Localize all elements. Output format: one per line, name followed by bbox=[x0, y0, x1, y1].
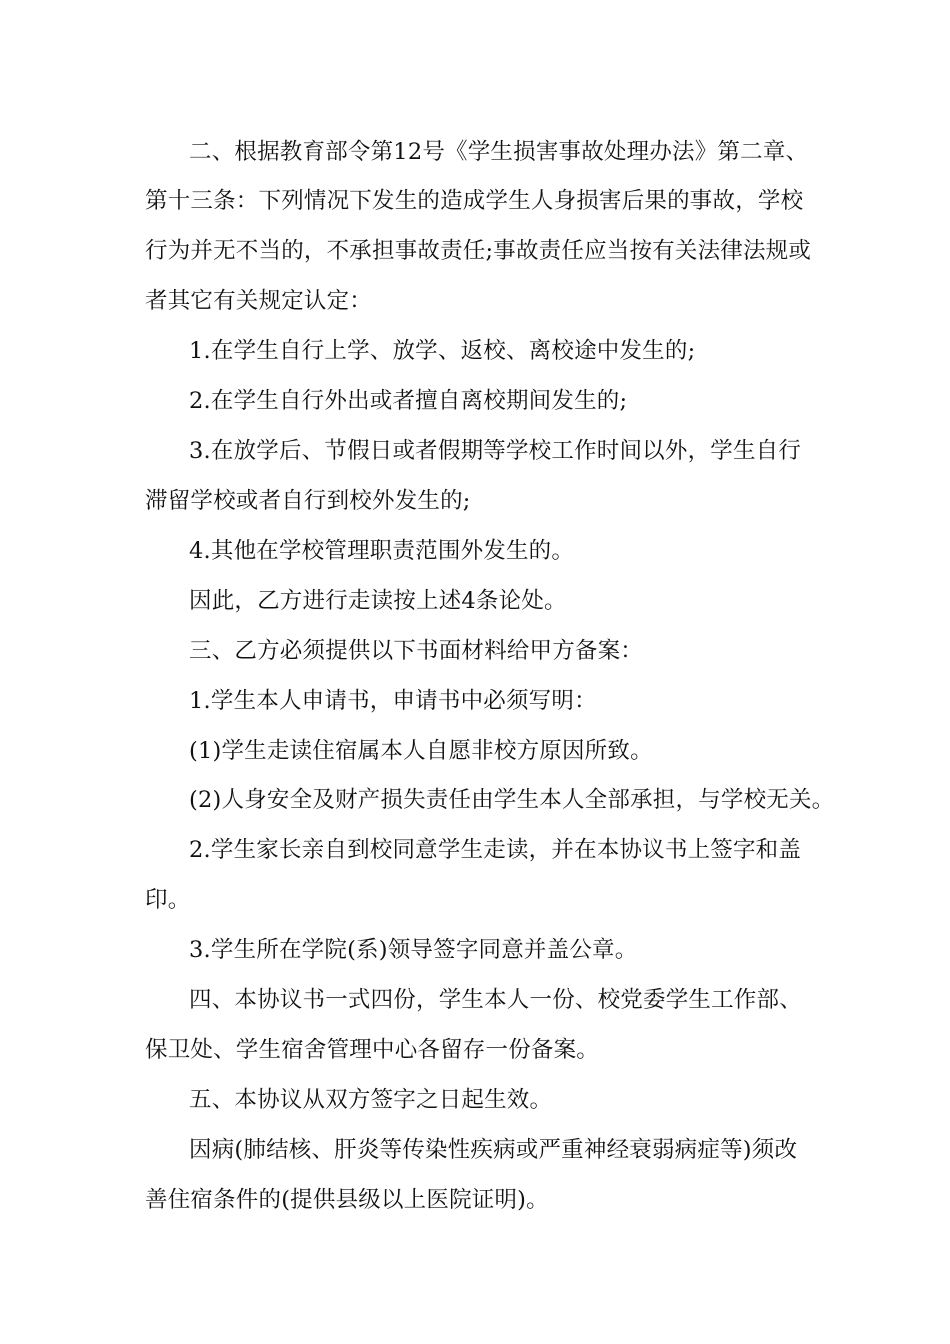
text-line: 1.学生本人申请书，申请书中必须写明： bbox=[189, 688, 597, 714]
text-line: 滞留学校或者自行到校外发生的; bbox=[145, 488, 471, 514]
text-line: 二、根据教育部令第12号《学生损害事故处理办法》第二章、 bbox=[189, 139, 809, 165]
text-line: 4.其他在学校管理职责范围外发生的。 bbox=[189, 538, 575, 564]
text-line: 1.在学生自行上学、放学、返校、离校途中发生的; bbox=[189, 338, 696, 364]
text-line: 第十三条：下列情况下发生的造成学生人身损害后果的事故，学校 bbox=[145, 188, 804, 214]
text-line: 因病(肺结核、肝炎等传染性疾病或严重神经衰弱病症等)须改 bbox=[189, 1137, 798, 1163]
text-line: 因此，乙方进行走读按上述4条论处。 bbox=[189, 588, 567, 614]
text-line: (2)人身安全及财产损失责任由学生本人全部承担，与学校无关。 bbox=[189, 787, 835, 813]
text-line: 3.在放学后、节假日或者假期等学校工作时间以外，学生自行 bbox=[189, 438, 802, 464]
text-line: 五、本协议从双方签字之日起生效。 bbox=[189, 1087, 553, 1113]
text-line: 3.学生所在学院(系)领导签字同意并盖公章。 bbox=[189, 937, 638, 963]
text-line: 善住宿条件的(提供县级以上医院证明)。 bbox=[145, 1187, 549, 1213]
text-line: 者其它有关规定认定： bbox=[145, 288, 373, 314]
text-line: 2.学生家长亲自到校同意学生走读，并在本协议书上签字和盖 bbox=[189, 837, 802, 863]
text-line: 保卫处、学生宿舍管理中心各留存一份备案。 bbox=[145, 1037, 600, 1063]
text-line: 行为并无不当的，不承担事故责任;事故责任应当按有关法律法规或 bbox=[145, 238, 812, 264]
text-line: (1)学生走读住宿属本人自愿非校方原因所致。 bbox=[189, 738, 653, 764]
text-line: 印。 bbox=[145, 887, 191, 913]
text-line: 2.在学生自行外出或者擅自离校期间发生的; bbox=[189, 388, 628, 414]
text-line: 四、本协议书一式四份，学生本人一份、校党委学生工作部、 bbox=[189, 987, 802, 1013]
text-line: 三、乙方必须提供以下书面材料给甲方备案： bbox=[189, 638, 644, 664]
